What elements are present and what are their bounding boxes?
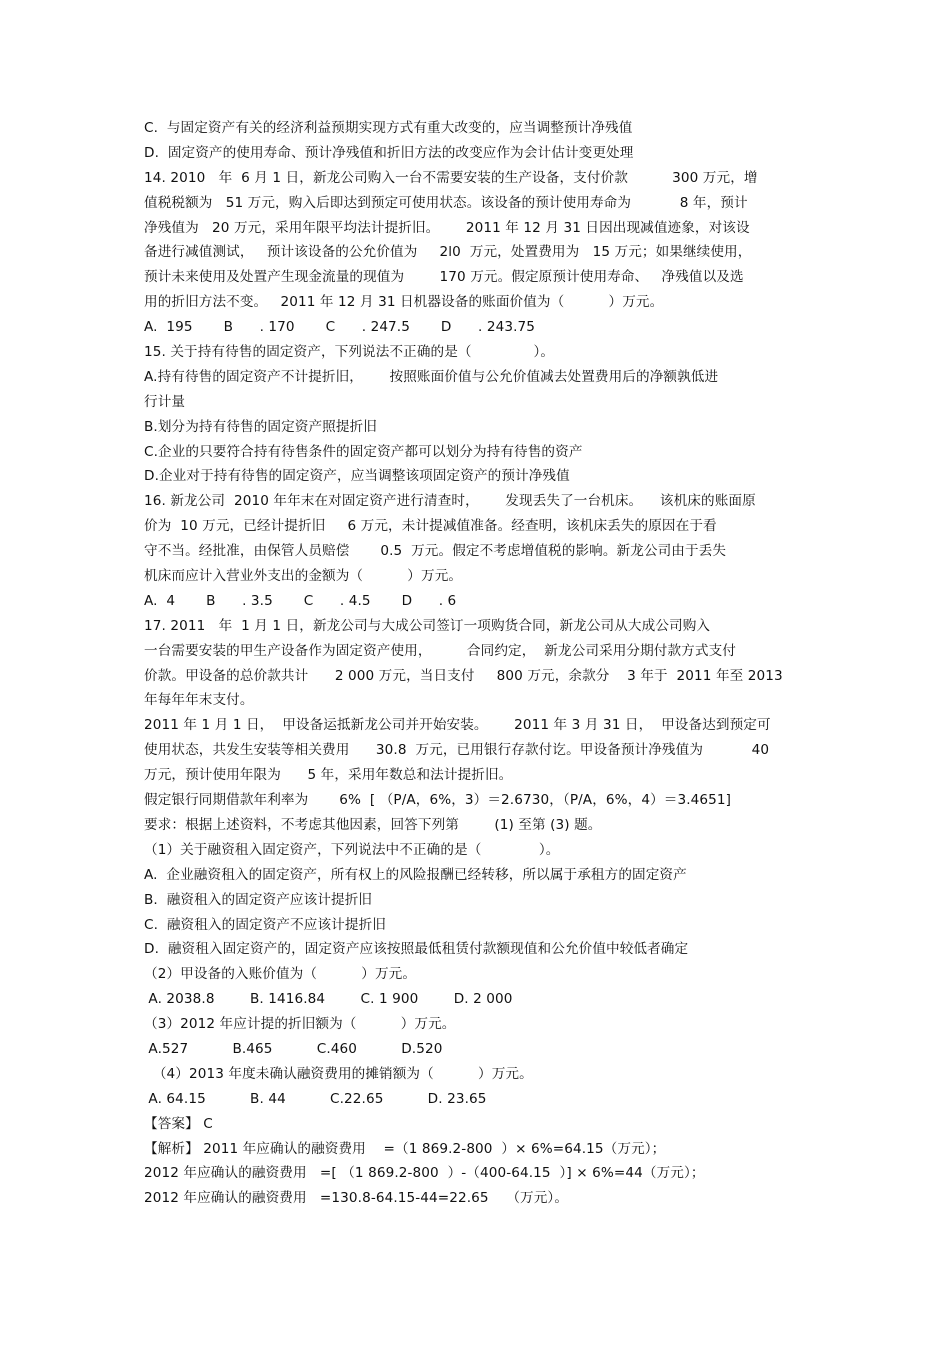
subquestion-2-options: A. 2038.8 B. 1416.84 C. 1 900 D. 2 000 [144, 991, 513, 1008]
subquestion-1-stem: （1）关于融资租入固定资产，下列说法中不正确的是（ ）。 [144, 841, 560, 858]
subquestion-4-options: A. 64.15 B. 44 C.22.65 D. 23.65 [144, 1090, 487, 1107]
subquestion-1-option-b: B. 融资租入的固定资产应该计提折旧 [144, 891, 373, 908]
document-body [144, 116, 814, 1211]
question-17-line-1: 17. 2011 年 1 月 1 日，新龙公司与大成公司签订一项购货合同，新龙公司从大成公司购入 [144, 617, 711, 634]
question-15-option-a-line-1: A.持有待售的固定资产不计提折旧， 按照账面价值与公允价值减去处置费用后的净额孰低进 [144, 368, 719, 385]
question-17-line-7: 万元，预计使用年限为 5 年，采用年数总和法计提折旧。 [144, 767, 513, 784]
question-15-option-c: C.企业的只要符合持有待售条件的固定资产都可以划分为持有待售的资产 [144, 443, 583, 460]
analysis-line-1: 【解析】 2011 年应确认的融资费用 =（1 869.2-800 ）× 6%=64.15（万元）； [144, 1140, 666, 1157]
option-d-line: D. 固定资产的使用寿命、预计净残值和折旧方法的改变应作为会计估计变更处理 [144, 144, 634, 161]
question-17-line-6: 使用状态，共发生安装等相关费用 30.8 万元，已用银行存款付讫。甲设备预计净残值为 40 [144, 742, 770, 759]
question-16-line-3: 守不当。经批准，由保管人员赔偿 0.5 万元。假定不考虑增值税的影响。新龙公司由于丢失 [144, 543, 727, 560]
subquestion-1-option-a: A. 企业融资租入的固定资产，所有权上的风险报酬已经转移，所以属于承租方的固定资产 [144, 866, 687, 883]
question-16-options: A. 4 B . 3.5 C . 4.5 D . 6 [144, 592, 457, 609]
question-17-line-5: 2011 年 1 月 1 日， 甲设备运抵新龙公司并开始安装。 2011 年 3 月 31 日， 甲设备达到预定可 [144, 717, 771, 734]
question-14-line-2: 值税税额为 51 万元，购入后即达到预定可使用状态。该设备的预计使用寿命为 8 年，预计 [144, 194, 748, 211]
question-14-options: A. 195 B . 170 C . 247.5 D . 243.75 [144, 319, 536, 336]
question-14-line-1: 14. 2010 年 6 月 1 日，新龙公司购入一台不需要安装的生产设备，支付价款 300 万元，增 [144, 169, 758, 186]
subquestion-1-option-d: D. 融资租入固定资产的，固定资产应该按照最低租赁付款额现值和公允价值中较低者确定 [144, 941, 689, 958]
answer-line: 【答案】 C [144, 1115, 213, 1132]
question-14-line-4: 备进行减值测试， 预计该设备的公允价值为 2l0 万元，处置费用为 15 万元；如果继续使用， [144, 244, 752, 261]
question-14-line-3: 净残值为 20 万元，采用年限平均法计提折旧。 2011 年 12 月 31 日因出现减值迹象，对该设 [144, 219, 750, 236]
question-16-line-4: 机床而应计入营业外支出的金额为（ ）万元。 [144, 568, 463, 585]
question-16-line-2: 价为 10 万元，已经计提折旧 6 万元，未计提减值准备。经查明，该机床丢失的原因在于看 [144, 518, 717, 535]
question-17-line-4: 年每年年末支付。 [144, 692, 254, 709]
question-14-line-5: 预计未来使用及处置产生现金流量的现值为 170 万元。假定原预计使用寿命、 净残值以及选 [144, 269, 744, 286]
question-15-option-d: D.企业对于持有待售的固定资产，应当调整该项固定资产的预计净残值 [144, 468, 570, 485]
question-15-stem: 15. 关于持有待售的固定资产，下列说法不正确的是（ ）。 [144, 344, 555, 361]
subquestion-3-options: A.527 B.465 C.460 D.520 [144, 1040, 443, 1057]
subquestion-4-stem: （4）2013 年度未确认融资费用的摊销额为（ ）万元。 [144, 1065, 533, 1082]
question-16-line-1: 16. 新龙公司 2010 年年末在对固定资产进行清查时， 发现丢失了一台机床。 该机床的账面原 [144, 493, 756, 510]
question-17-line-3: 价款。甲设备的总价款共计 2 000 万元，当日支付 800 万元，余款分 3 年于 2011 年至 2013 [144, 667, 783, 684]
option-c-line: C. 与固定资产有关的经济利益预期实现方式有重大改变的，应当调整预计净残值 [144, 120, 633, 136]
question-17-line-8: 假定银行同期借款年利率为 6% [ （P/A，6%，3）＝2.6730，（P/A，6%，4）＝3.4651] [144, 792, 732, 809]
analysis-line-2: 2012 年应确认的融资费用 =[ （1 869.2-800 ）-（400-64.15 ）] × 6%=44（万元）； [144, 1165, 705, 1182]
question-17-requirement: 要求：根据上述资料，不考虑其他因素，回答下列第 (1) 至第 (3) 题。 [144, 816, 602, 833]
subquestion-1-option-c: C. 融资租入的固定资产不应该计提折旧 [144, 916, 386, 933]
question-17-line-2: 一台需要安装的甲生产设备作为固定资产使用， 合同约定， 新龙公司采用分期付款方式支付 [144, 642, 736, 659]
subquestion-2-stem: （2）甲设备的入账价值为（ ）万元。 [144, 966, 417, 983]
analysis-line-3: 2012 年应确认的融资费用 =130.8-64.15-44=22.65 （万元）。 [144, 1190, 569, 1207]
question-15-option-a-line-2: 行计量 [144, 393, 186, 410]
question-15-option-b: B.划分为持有待售的固定资产照提折旧 [144, 418, 377, 435]
subquestion-3-stem: （3）2012 年应计提的折旧额为（ ）万元。 [144, 1016, 456, 1033]
question-14-line-6: 用的折旧方法不变。 2011 年 12 月 31 日机器设备的账面价值为（ ）万元。 [144, 294, 664, 311]
